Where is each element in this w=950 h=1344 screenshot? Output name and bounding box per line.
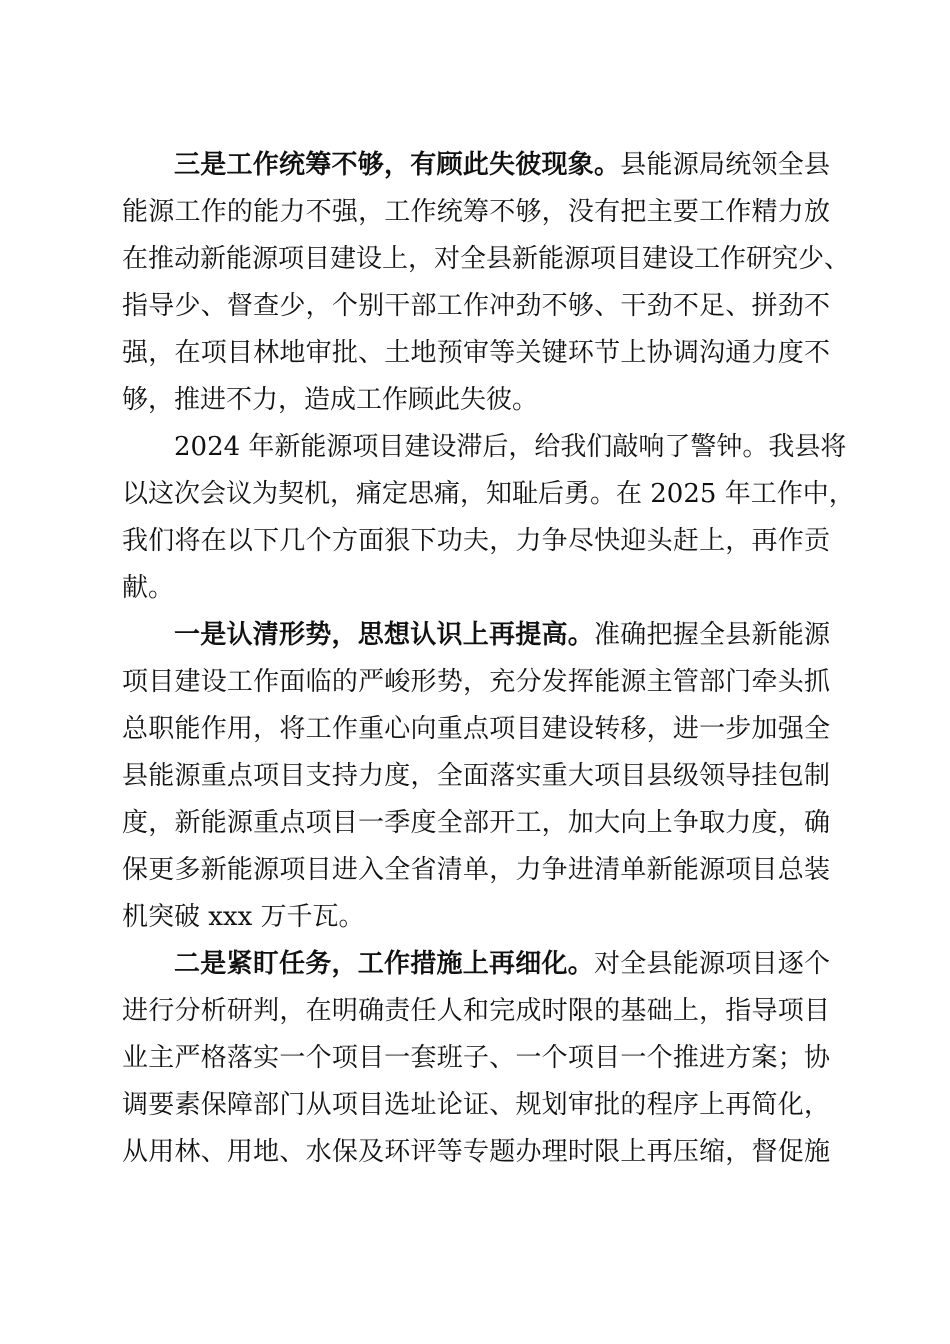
text-line: 能源工作的能力不强，工作统筹不够，没有把主要工作精力放 (122, 197, 830, 227)
text-line: 机突破 xxx 万千瓦。 (122, 902, 365, 932)
text-line: 总职能作用，将工作重心向重点项目建设转移，进一步加强全 (122, 714, 830, 744)
text-line: 调要素保障部门从项目选址论证、规划审批的程序上再简化， (122, 1090, 830, 1120)
text-line: 以这次会议为契机，痛定思痛，知耻后勇。在 2025 年工作中， (122, 479, 855, 509)
paragraph-heading: 二是紧盯任务，工作措施上再细化。 (174, 949, 594, 979)
text-line: 度，新能源重点项目一季度全部开工，加大向上争取力度，确 (122, 808, 830, 838)
text-line: 强，在项目林地审批、土地预审等关键环节上协调沟通力度不 (122, 338, 830, 368)
text-line: 献。 (122, 573, 175, 603)
text-line: 2024 年新能源项目建设滞后，给我们敲响了警钟。我县将 (174, 432, 847, 462)
text-line (122, 941, 830, 988)
line-text: 对全县能源项目逐个 (593, 949, 830, 979)
text-line: 业主严格落实一个项目一套班子、一个项目一个推进方案；协 (122, 1043, 830, 1073)
paragraph-heading: 一是认清形势，思想认识上再提高。 (174, 620, 594, 650)
paragraph (122, 142, 851, 424)
text-line: 县能源重点项目支持力度，全面落实重大项目县级领导挂包制 (122, 761, 830, 791)
text-line: 够，推进不力，造成工作顾此失彼。 (122, 385, 539, 415)
text-line (122, 612, 830, 659)
text-line: 在推动新能源项目建设上，对全县新能源项目建设工作研究少、 (122, 244, 851, 274)
text-line: 项目建设工作面临的严峻形势，充分发挥能源主管部门牵头抓 (122, 667, 830, 697)
document-body (122, 142, 855, 1176)
text-line: 保更多新能源项目进入全省清单，力争进清单新能源项目总装 (122, 855, 830, 885)
text-line: 指导少、督查少，个别干部工作冲劲不够、干劲不足、拼劲不 (122, 291, 830, 321)
paragraph (122, 941, 830, 1176)
text-line (122, 142, 830, 189)
text-line: 进行分析研判，在明确责任人和完成时限的基础上，指导项目 (122, 996, 830, 1026)
text-line: 我们将在以下几个方面狠下功夫，力争尽快迎头赶上，再作贡 (122, 526, 830, 556)
paragraph (122, 612, 830, 941)
paragraph (122, 424, 855, 612)
paragraph-heading: 三是工作统筹不够，有顾此失彼现象。 (174, 150, 621, 180)
text-line: 从用林、用地、水保及环评等专题办理时限上再压缩，督促施 (122, 1137, 830, 1167)
line-text: 准确把握全县新能源 (593, 620, 830, 650)
line-text: 县能源局统领全县 (620, 150, 830, 180)
